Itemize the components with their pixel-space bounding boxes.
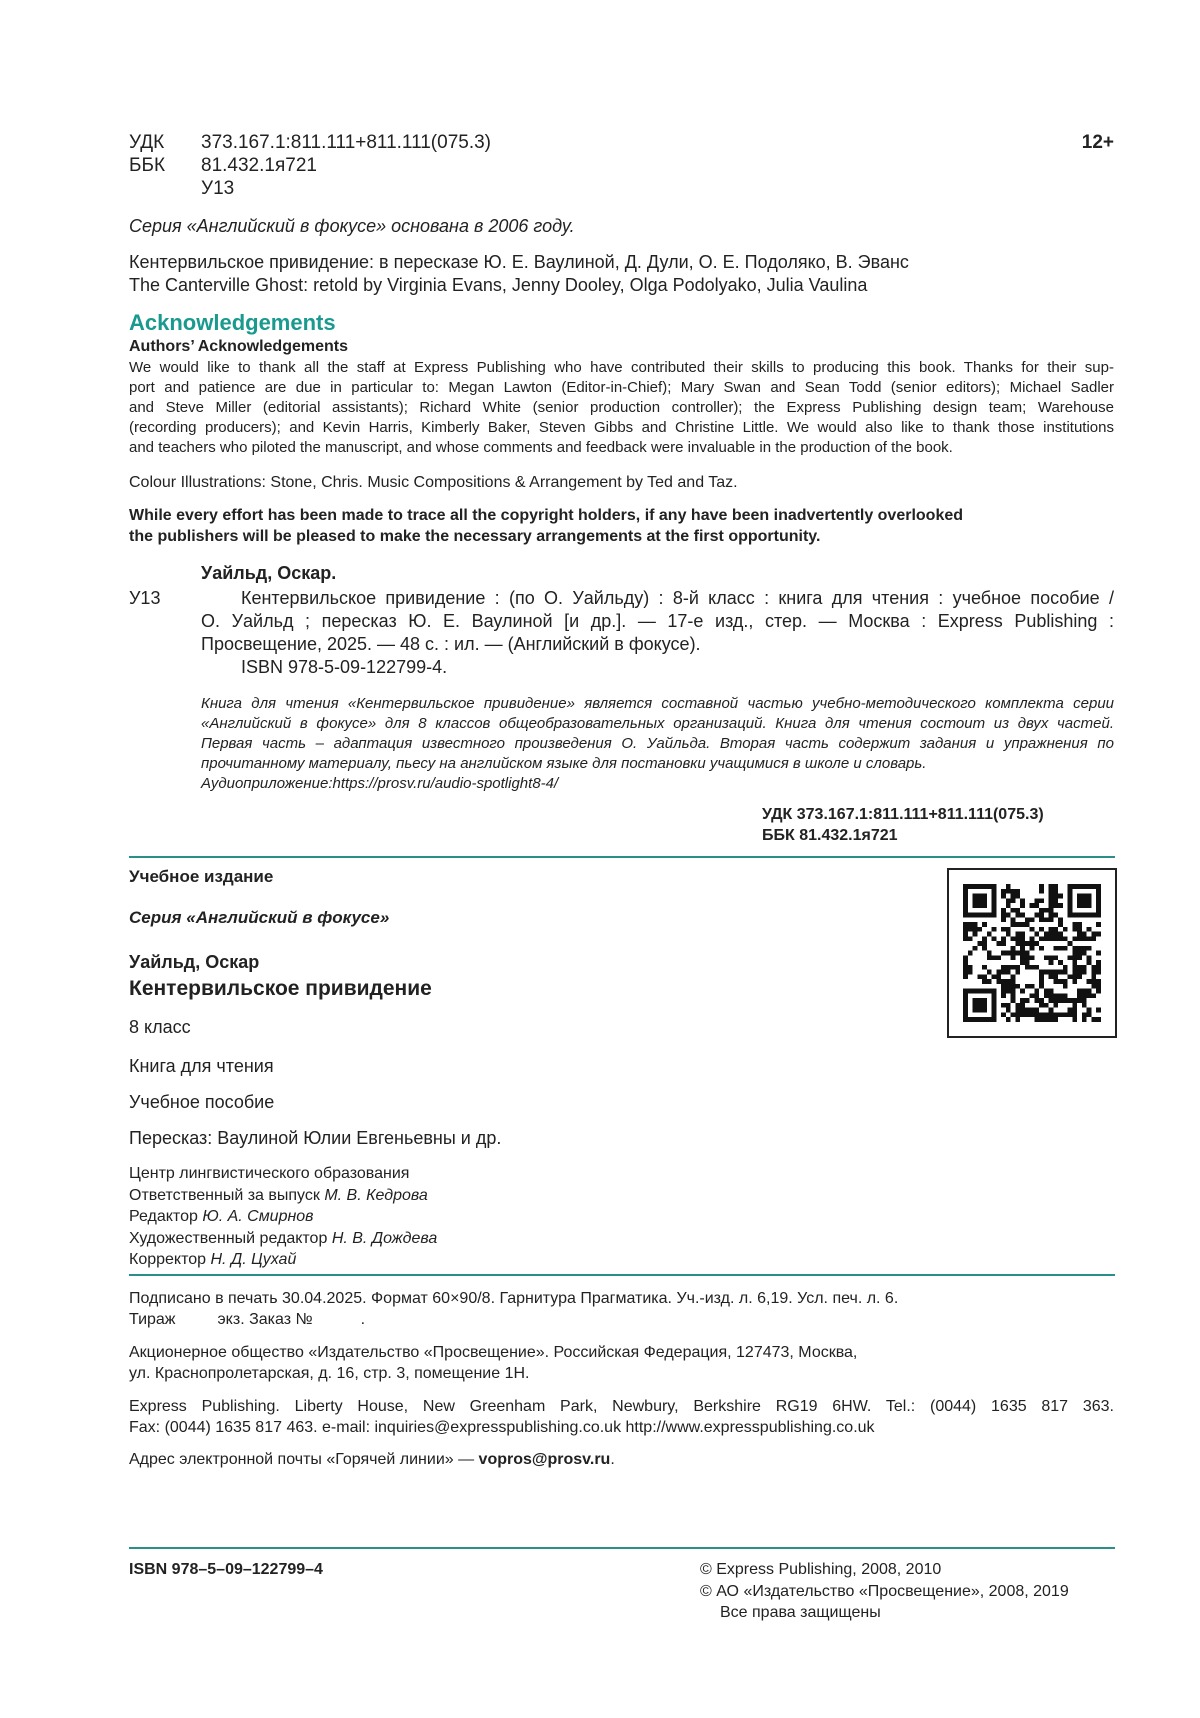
divider	[129, 1274, 1115, 1276]
acknowledgements-body	[129, 358, 1114, 458]
series-note: Серия «Английский в фокусе» основана в 2006 году.	[129, 216, 575, 236]
credit-name: Ю. А. Смирнов	[202, 1208, 314, 1225]
hotline-email: vopros@prosv.ru	[478, 1451, 611, 1468]
authors-acknowledgements-subheading: Authors’ Acknowledgements	[129, 338, 348, 355]
tirage-label: Тираж	[129, 1311, 176, 1328]
publisher-line: ул. Краснопролетарская, д. 16, стр. 3, помещение 1Н.	[129, 1365, 530, 1382]
edition-grade: 8 класс	[129, 1017, 191, 1037]
title-ru: Кентервильское привидение: в пересказе Ю. Е. Ваулиной, Д. Дули, О. Е. Подоляко, В. Эванс	[129, 252, 909, 272]
edition-manual: Учебное пособие	[129, 1092, 275, 1112]
credit-row	[129, 1249, 437, 1271]
ack-line: and teachers who piloted the manuscript, and whose comments and feedback were invaluable in the production of the book.	[129, 439, 953, 456]
author-mark: У13	[201, 178, 235, 199]
publisher-line: Акционерное общество «Издательство «Просвещение». Российская Федерация, 127473, Москва,	[129, 1344, 858, 1361]
acknowledgements-heading: Acknowledgements	[129, 310, 336, 335]
credit-name: М. В. Кедрова	[324, 1186, 428, 1204]
credits	[129, 1163, 437, 1271]
print-line: Подписано в печать 30.04.2025. Формат 60×90/8. Гарнитура Прагматика. Уч.-изд. л. 6,19. Усл. печ. л. 6.	[129, 1290, 899, 1307]
footer-isbn: ISBN 978–5–09–122799–4	[129, 1561, 323, 1578]
divider	[129, 856, 1115, 858]
tirage-rest: экз. Заказ №	[217, 1311, 313, 1328]
publisher-address	[129, 1342, 857, 1384]
title-en: The Canterville Ghost: retold by Virginia Evans, Jenny Dooley, Olga Podolyako, Julia Vaulina	[129, 275, 868, 295]
credit-row	[129, 1228, 437, 1250]
annotation-line: прочитанному материалу, пьесу на английском языке для постановки учащимися в школе и словарь.	[201, 755, 927, 772]
credit-role: Корректор	[129, 1251, 207, 1268]
udk-value: 373.167.1:811.111+811.111(075.3)	[201, 132, 492, 153]
edition-series: Серия «Английский в фокусе»	[129, 908, 390, 927]
footer-copyright	[700, 1559, 1069, 1624]
annotation-line: Книга для чтения «Кентервильское привидение» является составной частью учебно-методического комплекта серии	[201, 695, 1114, 712]
bib-line: О. Уайльд ; пересказ Ю. Е. Ваулиной [и др.]. — 17-е изд., стер. — Москва : Express Publishing :	[201, 611, 1114, 631]
hotline	[129, 1449, 615, 1470]
credit-name: Н. Д. Цухай	[210, 1251, 297, 1268]
illustrations-credit: Colour Illustrations: Stone, Chris. Music Compositions & Arrangement by Ted and Taz.	[129, 474, 738, 491]
credit-role: Редактор	[129, 1208, 198, 1225]
ack-line: and Steve Miller (editorial assistants); Richard White (senior production controller); the Express Publishing design team; Warehouse	[129, 399, 1114, 416]
credit-role: Художественный редактор	[129, 1229, 328, 1247]
udk-right: УДК 373.167.1:811.111+811.111(075.3)	[762, 806, 1044, 823]
copyright-line: © Express Publishing, 2008, 2010	[700, 1561, 942, 1578]
bib-isbn: ISBN 978-5-09-122799-4.	[241, 657, 448, 677]
credit-name: Н. В. Дождева	[331, 1229, 438, 1247]
bib-description	[201, 587, 1114, 678]
express-line: Fax: (0044) 1635 817 463. e-mail: inquiries@expresspublishing.co.uk http://www.expresspublishing.co.uk	[129, 1419, 875, 1436]
ack-line: port and patience are due in particular to: Megan Lawton (Editor-in-Chief); Mary Swan and Sean Todd (senior editors); Michael Sadler	[129, 379, 1114, 396]
udk-label: УДК	[129, 132, 165, 153]
bbk-right: ББК 81.432.1я721	[762, 827, 898, 844]
edition-retelling: Пересказ: Ваулиной Юлии Евгеньевны и др.	[129, 1128, 502, 1148]
age-rating: 12+	[1081, 132, 1114, 153]
bbk-value: 81.432.1я721	[201, 155, 317, 176]
hotline-label: Адрес электронной почты «Горячей линии» —	[129, 1451, 475, 1468]
annotation	[201, 694, 1114, 794]
bib-line: Кентервильское привидение : (по О. Уайльду) : 8-й класс : книга для чтения : учебное пособие /	[241, 588, 1114, 608]
copyright-line: © АО «Издательство «Просвещение», 2008, 2019	[700, 1582, 1069, 1600]
credit-row	[129, 1185, 437, 1207]
qr-code-pattern	[963, 884, 1101, 1022]
edition-kind: Книга для чтения	[129, 1056, 274, 1076]
copyright-notice	[129, 505, 963, 547]
credit-row	[129, 1206, 437, 1228]
ack-line: (recording producers); and Kevin Harris, Kimberly Baker, Steven Gibbs and Christine Little. We would also like to thank those institutions	[129, 419, 1114, 436]
bbk-line	[129, 154, 317, 177]
copyright-notice-line: the publishers will be pleased to make the necessary arrangements at the first opportunity.	[129, 528, 821, 545]
express-line: Express Publishing. Liberty House, New Greenham Park, Newbury, Berkshire RG19 6HW. Tel.: (0044) 1635 817 363.	[129, 1398, 1114, 1415]
edition-author: Уайльд, Оскар	[129, 952, 260, 972]
express-address	[129, 1396, 1114, 1438]
udk-line	[129, 131, 491, 154]
annotation-line: «Английский в фокусе» для 8 классов общеобразовательных организаций. Книга для чтения состоит из двух частей.	[201, 715, 1114, 732]
qr-code	[947, 868, 1117, 1038]
divider	[129, 1547, 1115, 1549]
credit-role: Ответственный за выпуск	[129, 1186, 320, 1204]
audio-link: Аудиоприложение:https://prosv.ru/audio-spotlight8-4/	[201, 775, 559, 792]
hotline-dot: .	[610, 1451, 615, 1468]
rights-reserved: Все права защищены	[720, 1604, 881, 1621]
bib-author: Уайльд, Оскар.	[201, 563, 337, 583]
udk-bbk-right	[762, 804, 1044, 846]
edition-type: Учебное издание	[129, 867, 274, 886]
edition-title: Кентервильское привидение	[129, 977, 432, 1000]
copyright-notice-line: While every effort has been made to trace all the copyright holders, if any have been inadvertently overlooked	[129, 507, 964, 524]
center-name: Центр лингвистического образования	[129, 1165, 410, 1182]
ack-line: We would like to thank all the staff at Express Publishing who have contributed their skills to producing this book. Thanks for their sup-	[129, 359, 1114, 376]
bib-mark: У13	[129, 588, 161, 608]
bib-line: Просвещение, 2025. — 48 с. : ил. — (Английский в фокусе).	[201, 634, 701, 654]
annotation-line: Первая часть – адаптация известного произведения О. Уайльда. Вторая часть содержит задания и упражнения по	[201, 735, 1114, 752]
tirage-line	[129, 1309, 365, 1330]
bbk-label: ББК	[129, 155, 166, 176]
tirage-dot: .	[360, 1311, 366, 1328]
